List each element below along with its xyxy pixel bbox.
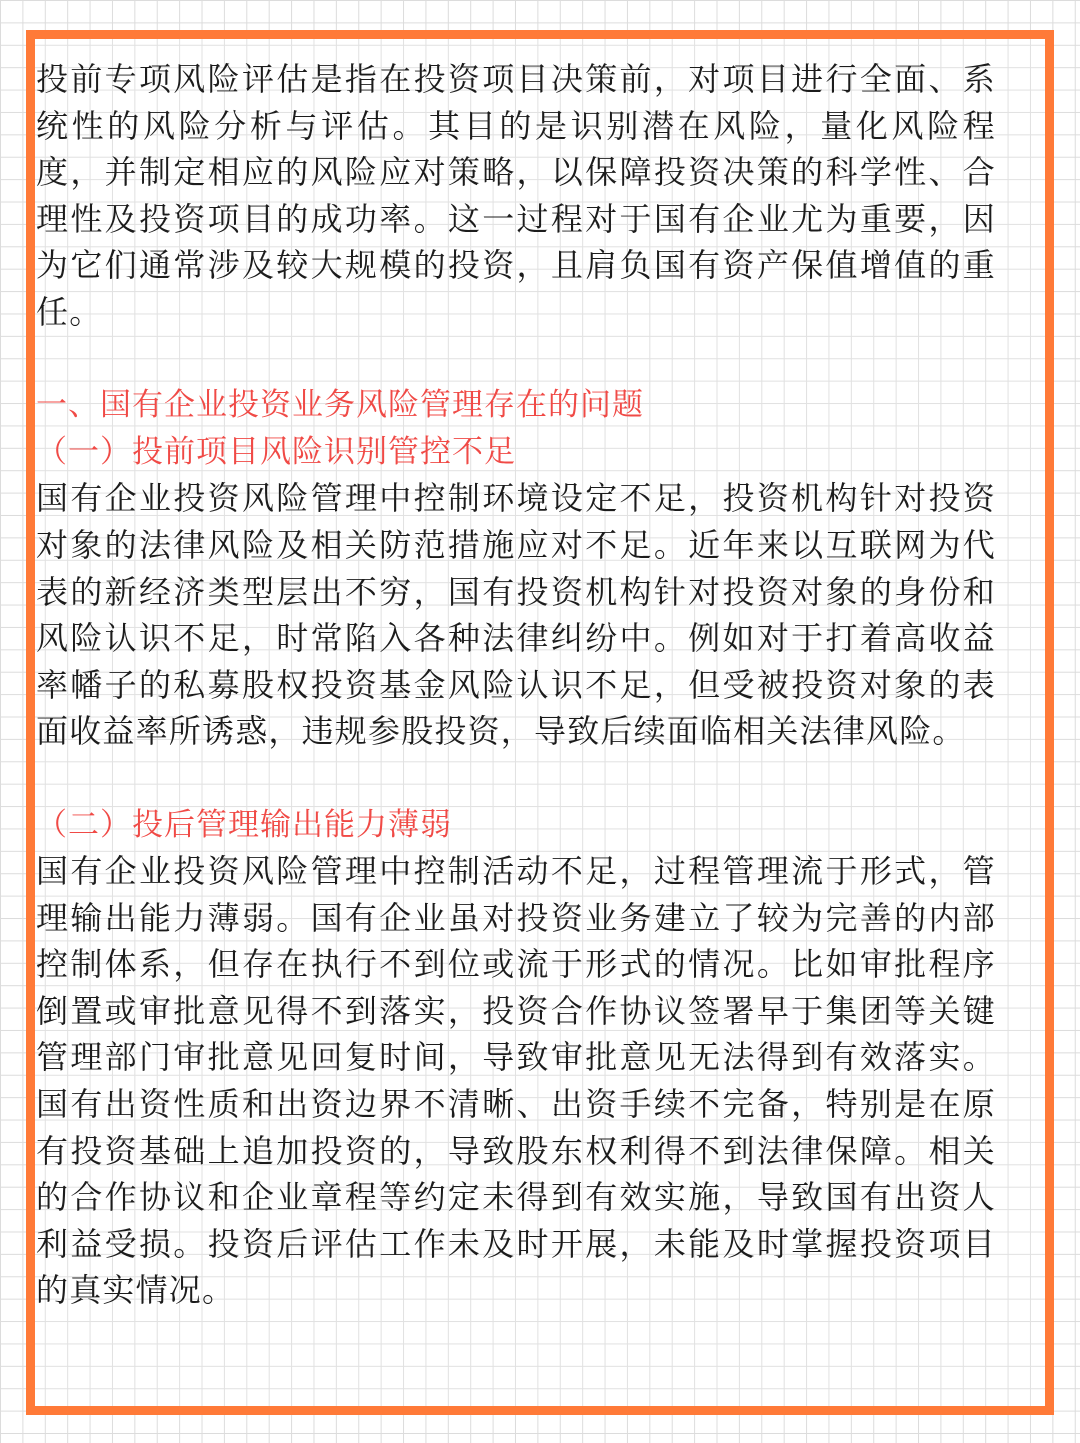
section-1-heading: 一、国有企业投资业务风险管理存在的问题: [36, 387, 644, 424]
subsection-2-body: 国有企业投资风险管理中控制活动不足，过程管理流于形式，管理输出能力薄弱。国有企业虽对投资业务建立了较为完善的内部控制体系，但存在执行不到位或流于形式的情况。比如审批程序倒置或审批意见得不到落实，投资合作协议签署早于集团等关键管理部门审批意见回复时间，导致审批意见无法得到有效落实。国有出资性质和出资边界不清晰、出资手续不完备，特别是在原有投资基础上追加投资的，导致股东权利得不到法律保障。相关的合作协议和企业章程等约定未得到有效实施，导致国有出资人利益受损。投资后评估工作未及时开展，未能及时掌握投资项目的真实情况。: [36, 852, 996, 1310]
subsection-1-body: 国有企业投资风险管理中控制环境设定不足，投资机构针对投资对象的法律风险及相关防范措施应对不足。近年来以互联网为代表的新经济类型层出不穷，国有投资机构针对投资对象的身份和风险认识不足，时常陷入各种法律纠纷中。例如对于打着高收益率幡子的私募股权投资基金风险认识不足，但受被投资对象的表面收益率所诱惑，违规参股投资，导致后续面临相关法律风险。: [36, 479, 996, 751]
spacer: [36, 336, 996, 383]
subsection-2-heading: （二）投后管理输出能力薄弱: [36, 806, 452, 843]
article: [36, 56, 996, 1314]
intro-paragraph: 投前专项风险评估是指在投资项目决策前，对项目进行全面、系统性的风险分析与评估。其目的是识别潜在风险，量化风险程度，并制定相应的风险应对策略，以保障投资决策的科学性、合理性及投资项目的成功率。这一过程对于国有企业尤为重要，因为它们通常涉及较大规模的投资，且肩负国有资产保值增值的重任。: [36, 60, 996, 331]
subsection-1-heading: （一）投前项目风险识别管控不足: [36, 433, 516, 470]
spacer: [36, 755, 996, 802]
